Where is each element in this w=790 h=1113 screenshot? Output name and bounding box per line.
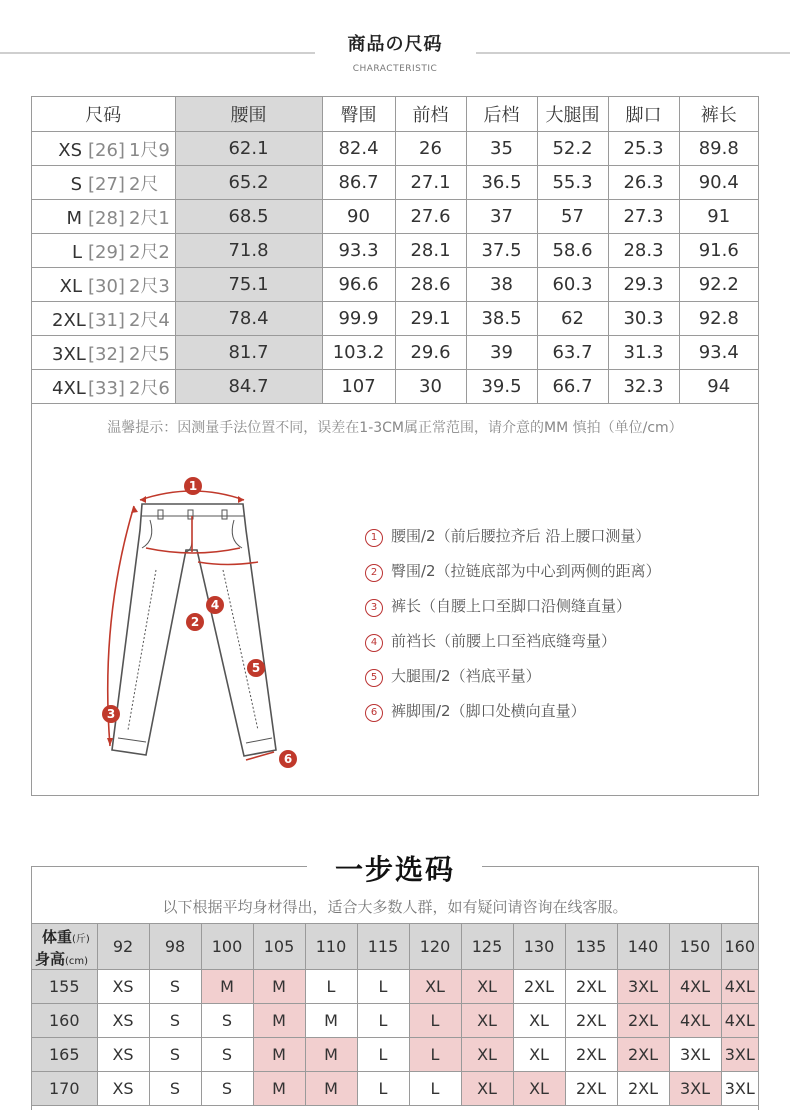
size-cell: 2XL	[513, 970, 565, 1004]
height-header: 170	[32, 1072, 97, 1106]
table-cell: 63.7	[537, 336, 608, 370]
size-cell: S	[149, 1072, 201, 1106]
weight-header: 125	[461, 924, 513, 970]
table-cell: 39	[466, 336, 537, 370]
size-label: L [29] 2尺2	[32, 234, 175, 268]
table-cell: 25.3	[608, 132, 679, 166]
size-cell: 2XL	[565, 970, 617, 1004]
size-cell: 3XL	[617, 970, 669, 1004]
table-cell: 52.2	[537, 132, 608, 166]
table-row	[32, 132, 758, 166]
pants-measurement-diagram	[98, 470, 293, 780]
size-cell: L	[357, 1038, 409, 1072]
table-cell: 91	[679, 200, 758, 234]
size-cell: L	[305, 970, 357, 1004]
table-cell: 37.5	[466, 234, 537, 268]
weight-header: 140	[617, 924, 669, 970]
table-cell: 62	[537, 302, 608, 336]
size-cell: XL	[409, 970, 461, 1004]
legend-item: 6 裤脚围/2（脚口处横向直量）	[365, 700, 586, 722]
legend-item: 2 臀围/2（拉链底部为中心到两侧的距离）	[365, 560, 661, 582]
table-row	[32, 1072, 758, 1106]
weight-header: 120	[409, 924, 461, 970]
table-cell: 107	[322, 370, 395, 404]
table-cell: 28.3	[608, 234, 679, 268]
table-cell: 65.2	[175, 166, 322, 200]
table-cell: 32.3	[608, 370, 679, 404]
table-cell: 93.4	[679, 336, 758, 370]
size-cell: 2XL	[565, 1038, 617, 1072]
legend-item: 5 大腿围/2（裆底平量）	[365, 665, 541, 687]
size-cell: XS	[97, 1072, 149, 1106]
table-cell: 92.8	[679, 302, 758, 336]
table-cell: 86.7	[322, 166, 395, 200]
table-cell: 38	[466, 268, 537, 302]
table-cell: 71.8	[175, 234, 322, 268]
size-cell: XS	[97, 1038, 149, 1072]
table-cell: 27.6	[395, 200, 466, 234]
table-cell: 30	[395, 370, 466, 404]
table-cell: 103.2	[322, 336, 395, 370]
size-label: S [27] 2尺	[32, 166, 175, 200]
column-header: 前档	[395, 97, 466, 132]
table-cell: 91.6	[679, 234, 758, 268]
table-cell: 89.8	[679, 132, 758, 166]
table-cell: 38.5	[466, 302, 537, 336]
table-row	[32, 166, 758, 200]
table-cell: 29.1	[395, 302, 466, 336]
height-header: 160	[32, 1004, 97, 1038]
size-cell: S	[201, 1072, 253, 1106]
size-cell: XS	[97, 1004, 149, 1038]
size-cell: 3XL	[669, 1038, 721, 1072]
measurement-tip: 温馨提示：因测量手法位置不同，误差在1-3CM属正常范围，请介意的MM 慎拍（单位/cm）	[107, 420, 683, 436]
table-cell: 90	[322, 200, 395, 234]
size-cell: 3XL	[669, 1072, 721, 1106]
size-chart-panel	[31, 96, 759, 796]
height-header: 165	[32, 1038, 97, 1072]
size-cell: M	[201, 970, 253, 1004]
size-cell: L	[409, 1072, 461, 1106]
size-cell: 3XL	[721, 1072, 758, 1106]
column-header: 裤长	[679, 97, 758, 132]
table-cell: 29.3	[608, 268, 679, 302]
weight-header: 150	[669, 924, 721, 970]
table-row	[32, 268, 758, 302]
table-cell: 26	[395, 132, 466, 166]
table-cell: 94	[679, 370, 758, 404]
table-cell: 58.6	[537, 234, 608, 268]
table-cell: 82.4	[322, 132, 395, 166]
size-cell: M	[253, 970, 305, 1004]
marker-label-3: 3	[106, 707, 116, 721]
table-row	[32, 1038, 758, 1072]
table-cell: 75.1	[175, 268, 322, 302]
picker-header	[32, 924, 758, 970]
size-cell: S	[201, 1004, 253, 1038]
table-cell: 39.5	[466, 370, 537, 404]
size-cell: XL	[513, 1038, 565, 1072]
weight-header: 92	[97, 924, 149, 970]
weight-height-corner: 体重(斤) 身高(cm)	[32, 924, 97, 970]
legend-item: 3 裤长（自腰上口至脚口沿侧缝直量）	[365, 595, 631, 617]
size-label: M [28] 2尺1	[32, 200, 175, 234]
table-cell: 78.4	[175, 302, 322, 336]
column-header: 大腿围	[537, 97, 608, 132]
weight-header: 105	[253, 924, 305, 970]
column-header: 腰围	[175, 97, 322, 132]
marker-label-1: 1	[188, 479, 198, 493]
size-picker-panel	[31, 866, 759, 1110]
table-cell: 92.2	[679, 268, 758, 302]
size-cell: XL	[461, 1038, 513, 1072]
table-row	[32, 1004, 758, 1038]
size-cell: S	[201, 1038, 253, 1072]
size-cell: S	[149, 970, 201, 1004]
table-cell: 28.1	[395, 234, 466, 268]
size-cell: XS	[97, 970, 149, 1004]
size-cell: XL	[513, 1072, 565, 1106]
size-cell: M	[305, 1004, 357, 1038]
size-cell: M	[253, 1004, 305, 1038]
size-cell: L	[357, 1004, 409, 1038]
size-cell: L	[357, 1072, 409, 1106]
table-cell: 60.3	[537, 268, 608, 302]
table-cell: 99.9	[322, 302, 395, 336]
size-cell: XL	[461, 1072, 513, 1106]
size-cell: 2XL	[617, 1004, 669, 1038]
size-cell: L	[409, 1038, 461, 1072]
table-cell: 93.3	[322, 234, 395, 268]
legend-item: 4 前裆长（前腰上口至裆底缝弯量）	[365, 630, 616, 652]
size-cell: S	[149, 1004, 201, 1038]
size-label: 2XL [31] 2尺4	[32, 302, 175, 336]
height-header: 155	[32, 970, 97, 1004]
size-cell: 2XL	[617, 1038, 669, 1072]
size-cell: 4XL	[669, 1004, 721, 1038]
size-picker-table	[32, 923, 758, 1106]
size-cell: 2XL	[617, 1072, 669, 1106]
size-cell: 2XL	[565, 1004, 617, 1038]
table-row	[32, 370, 758, 404]
table-cell: 68.5	[175, 200, 322, 234]
size-cell: M	[253, 1072, 305, 1106]
size-label: XL [30] 2尺3	[32, 268, 175, 302]
size-cell: L	[357, 970, 409, 1004]
table-cell: 81.7	[175, 336, 322, 370]
column-header: 臀围	[322, 97, 395, 132]
size-cell: S	[149, 1038, 201, 1072]
size-cell: XL	[461, 970, 513, 1004]
size-label: XS [26] 1尺9	[32, 132, 175, 166]
size-label: 4XL [33] 2尺6	[32, 370, 175, 404]
page-subtitle: CHARACTERISTIC	[352, 64, 438, 74]
marker-label-6: 6	[283, 752, 293, 766]
table-cell: 84.7	[175, 370, 322, 404]
size-cell: XL	[513, 1004, 565, 1038]
size-cell: M	[305, 1072, 357, 1106]
table-row	[32, 234, 758, 268]
table-cell: 26.3	[608, 166, 679, 200]
size-cell: 3XL	[721, 1038, 758, 1072]
size-cell: L	[409, 1004, 461, 1038]
weight-header: 115	[357, 924, 409, 970]
table-cell: 30.3	[608, 302, 679, 336]
table-row	[32, 336, 758, 370]
table-cell: 36.5	[466, 166, 537, 200]
table-row	[32, 200, 758, 234]
table-cell: 66.7	[537, 370, 608, 404]
legend-item: 1 腰围/2（前后腰拉齐后 沿上腰口测量）	[365, 525, 650, 547]
table-cell: 28.6	[395, 268, 466, 302]
size-label: 3XL [32] 2尺5	[32, 336, 175, 370]
table-cell: 62.1	[175, 132, 322, 166]
size-cell: 4XL	[721, 970, 758, 1004]
marker-label-5: 5	[251, 661, 261, 675]
table-cell: 27.1	[395, 166, 466, 200]
size-table-header	[32, 97, 758, 132]
table-cell: 96.6	[322, 268, 395, 302]
column-header: 尺码	[32, 97, 175, 132]
size-table	[32, 97, 758, 404]
table-cell: 35	[466, 132, 537, 166]
marker-label-4: 4	[210, 598, 220, 612]
section-title: 一步选码	[334, 853, 455, 886]
column-header: 脚口	[608, 97, 679, 132]
column-header: 后档	[466, 97, 537, 132]
weight-header: 100	[201, 924, 253, 970]
weight-header: 130	[513, 924, 565, 970]
weight-header: 160	[721, 924, 758, 970]
table-cell: 27.3	[608, 200, 679, 234]
table-cell: 57	[537, 200, 608, 234]
table-cell: 90.4	[679, 166, 758, 200]
weight-header: 135	[565, 924, 617, 970]
table-row	[32, 970, 758, 1004]
section-subtitle: 以下根据平均身材得出，适合大多数人群，如有疑问请咨询在线客服。	[162, 898, 628, 916]
weight-header: 110	[305, 924, 357, 970]
size-cell: XL	[461, 1004, 513, 1038]
size-cell: M	[253, 1038, 305, 1072]
size-cell: 4XL	[721, 1004, 758, 1038]
table-cell: 37	[466, 200, 537, 234]
weight-header: 98	[149, 924, 201, 970]
marker-label-2: 2	[190, 615, 200, 629]
page-title: 商品の尺码	[347, 34, 443, 55]
size-cell: 2XL	[565, 1072, 617, 1106]
size-cell: M	[305, 1038, 357, 1072]
table-cell: 29.6	[395, 336, 466, 370]
table-cell: 55.3	[537, 166, 608, 200]
size-cell: 4XL	[669, 970, 721, 1004]
table-row	[32, 302, 758, 336]
table-cell: 31.3	[608, 336, 679, 370]
